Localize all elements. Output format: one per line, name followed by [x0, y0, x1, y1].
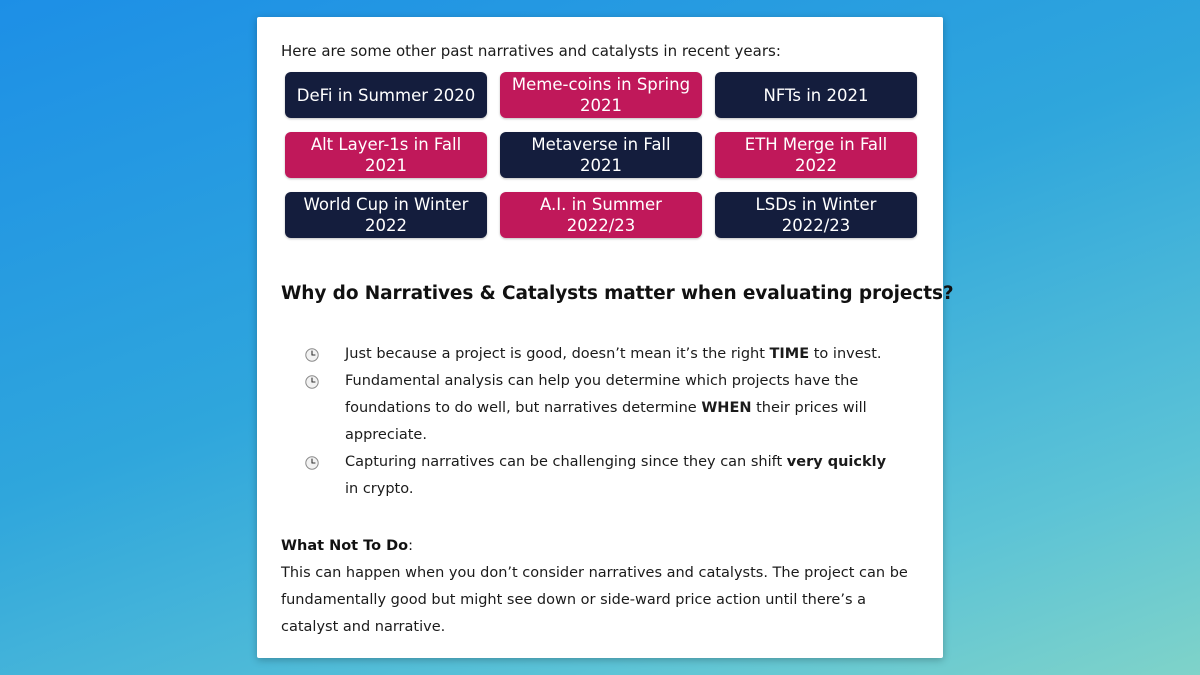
narrative-tile: LSDs in Winter 2022/23	[715, 192, 917, 238]
narrative-tile: World Cup in Winter 2022	[285, 192, 487, 238]
narrative-tile: DeFi in Summer 2020	[285, 72, 487, 118]
what-not-paragraph: This can happen when you don’t consider narratives and catalysts. The project can be fundamentally good but might see down or side-ward price action until there’s a catalyst and narrative.	[281, 565, 908, 635]
intro-text: Here are some other past narratives and catalysts in recent years:	[281, 42, 781, 60]
narrative-tile: ETH Merge in Fall 2022	[715, 132, 917, 178]
list-item: Fundamental analysis can help you determine which projects have the foundations to do well, but narratives determine WHEN their prices will appreciate.	[305, 368, 895, 449]
narrative-tile: A.I. in Summer 2022/23	[500, 192, 702, 238]
bullet-list	[305, 341, 895, 503]
narrative-tile: Metaverse in Fall 2021	[500, 132, 702, 178]
narratives-grid	[285, 72, 917, 238]
narrative-tile: Alt Layer-1s in Fall 2021	[285, 132, 487, 178]
narrative-tile: NFTs in 2021	[715, 72, 917, 118]
clock-icon	[305, 456, 319, 470]
section-heading: Why do Narratives & Catalysts matter when evaluating projects?	[281, 283, 954, 304]
narrative-tile: Meme-coins in Spring 2021	[500, 72, 702, 118]
clock-icon	[305, 375, 319, 389]
what-not-heading: What Not To Do:	[281, 538, 414, 554]
list-item: Capturing narratives can be challenging since they can shift very quickly in crypto.	[305, 449, 895, 503]
list-item: Just because a project is good, doesn’t mean it’s the right TIME to invest.	[305, 341, 895, 368]
content-card	[257, 17, 954, 658]
clock-icon	[305, 348, 319, 362]
